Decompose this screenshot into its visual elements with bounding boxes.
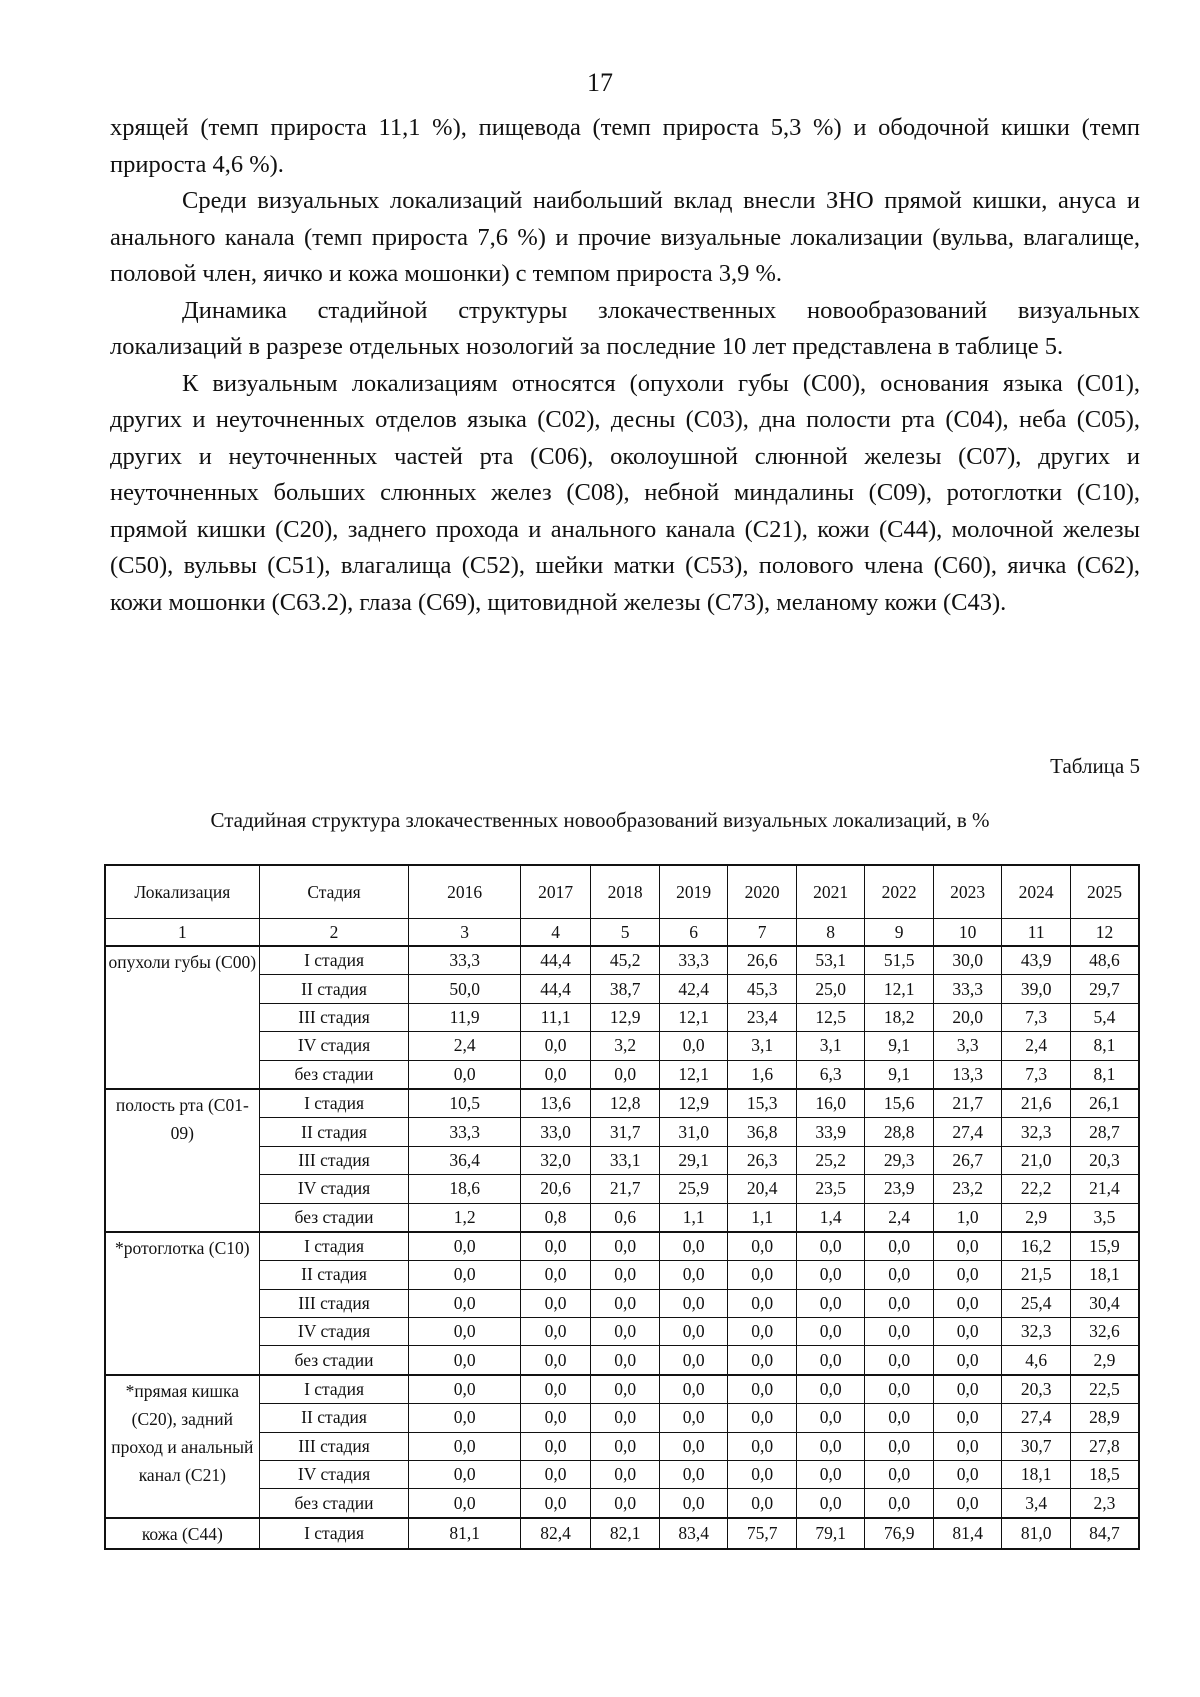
value-cell: 81,1	[409, 1518, 520, 1549]
value-cell: 1,4	[796, 1203, 865, 1232]
value-cell: 18,6	[409, 1175, 520, 1203]
value-cell: 18,2	[865, 1003, 934, 1031]
value-cell: 44,4	[520, 975, 591, 1003]
stage-cell: II стадия	[259, 975, 409, 1003]
table-row	[105, 1461, 1139, 1489]
column-header: 2017	[520, 865, 591, 919]
value-cell: 25,2	[796, 1146, 865, 1174]
value-cell: 12,8	[591, 1089, 660, 1118]
paragraph: Динамика стадийной структуры злокачественных новообразований визуальных локализаций в разрезе отдельных нозологий за последние 10 лет представлена в таблице 5.	[110, 296, 1140, 360]
column-header: 2022	[865, 865, 934, 919]
value-cell: 0,0	[659, 1432, 728, 1460]
value-cell: 33,1	[591, 1146, 660, 1174]
value-cell: 48,6	[1070, 946, 1139, 975]
value-cell: 0,0	[933, 1404, 1002, 1432]
value-cell: 0,0	[728, 1404, 797, 1432]
value-cell: 30,4	[1070, 1289, 1139, 1317]
column-header: 2025	[1070, 865, 1139, 919]
table-row	[105, 1118, 1139, 1146]
value-cell: 0,0	[520, 1346, 591, 1375]
column-header: Локализация	[105, 865, 259, 919]
stage-cell: IV стадия	[259, 1175, 409, 1203]
value-cell: 0,0	[865, 1232, 934, 1261]
value-cell: 0,0	[796, 1375, 865, 1404]
column-header: 2024	[1002, 865, 1071, 919]
value-cell: 0,0	[933, 1346, 1002, 1375]
value-cell: 79,1	[796, 1518, 865, 1549]
value-cell: 12,9	[591, 1003, 660, 1031]
stage-cell: I стадия	[259, 946, 409, 975]
location-cell: *ротоглотка (С10)	[105, 1232, 259, 1375]
stage-cell: IV стадия	[259, 1318, 409, 1346]
value-cell: 36,8	[728, 1118, 797, 1146]
value-cell: 0,0	[865, 1318, 934, 1346]
value-cell: 0,0	[728, 1432, 797, 1460]
value-cell: 23,5	[796, 1175, 865, 1203]
location-cell: кожа (С44)	[105, 1518, 259, 1549]
stage-cell: без стадии	[259, 1346, 409, 1375]
value-cell: 27,4	[1002, 1404, 1071, 1432]
value-cell: 6,3	[796, 1060, 865, 1089]
column-number: 6	[659, 919, 728, 947]
value-cell: 75,7	[728, 1518, 797, 1549]
value-cell: 0,0	[728, 1261, 797, 1289]
value-cell: 26,3	[728, 1146, 797, 1174]
column-header: 2018	[591, 865, 660, 919]
value-cell: 26,1	[1070, 1089, 1139, 1118]
stage-cell: III стадия	[259, 1003, 409, 1031]
column-number: 10	[933, 919, 1002, 947]
table-row	[105, 1261, 1139, 1289]
value-cell: 0,0	[933, 1461, 1002, 1489]
value-cell: 0,0	[865, 1289, 934, 1317]
value-cell: 0,0	[659, 1232, 728, 1261]
value-cell: 29,3	[865, 1146, 934, 1174]
table-row	[105, 946, 1139, 975]
table-row	[105, 1518, 1139, 1549]
value-cell: 28,9	[1070, 1404, 1139, 1432]
location-cell: полость рта (С01-09)	[105, 1089, 259, 1232]
column-number: 8	[796, 919, 865, 947]
value-cell: 0,0	[409, 1432, 520, 1460]
table-row	[105, 975, 1139, 1003]
value-cell: 53,1	[796, 946, 865, 975]
table-row	[105, 1432, 1139, 1460]
value-cell: 0,0	[659, 1489, 728, 1518]
value-cell: 0,0	[591, 1060, 660, 1089]
value-cell: 0,0	[659, 1461, 728, 1489]
column-header: 2020	[728, 865, 797, 919]
value-cell: 0,0	[520, 1060, 591, 1089]
value-cell: 1,1	[728, 1203, 797, 1232]
table-body	[105, 946, 1139, 1549]
column-header: 2023	[933, 865, 1002, 919]
column-header: Стадия	[259, 865, 409, 919]
value-cell: 3,4	[1002, 1489, 1071, 1518]
value-cell: 82,4	[520, 1518, 591, 1549]
value-cell: 0,0	[796, 1289, 865, 1317]
value-cell: 16,2	[1002, 1232, 1071, 1261]
table-row	[105, 1203, 1139, 1232]
table-row	[105, 1003, 1139, 1031]
value-cell: 22,2	[1002, 1175, 1071, 1203]
value-cell: 30,0	[933, 946, 1002, 975]
value-cell: 2,4	[1002, 1032, 1071, 1060]
stage-cell: III стадия	[259, 1289, 409, 1317]
value-cell: 0,0	[591, 1432, 660, 1460]
column-number: 9	[865, 919, 934, 947]
value-cell: 28,7	[1070, 1118, 1139, 1146]
value-cell: 0,0	[591, 1375, 660, 1404]
value-cell: 0,0	[659, 1032, 728, 1060]
value-cell: 3,3	[933, 1032, 1002, 1060]
stage-cell: IV стадия	[259, 1461, 409, 1489]
value-cell: 15,6	[865, 1089, 934, 1118]
stage-cell: без стадии	[259, 1203, 409, 1232]
value-cell: 0,0	[591, 1289, 660, 1317]
value-cell: 21,7	[933, 1089, 1002, 1118]
value-cell: 33,0	[520, 1118, 591, 1146]
page-number: 17	[587, 68, 613, 97]
value-cell: 0,0	[520, 1289, 591, 1317]
value-cell: 12,1	[659, 1060, 728, 1089]
value-cell: 45,3	[728, 975, 797, 1003]
value-cell: 0,0	[520, 1318, 591, 1346]
stage-cell: III стадия	[259, 1146, 409, 1174]
value-cell: 0,0	[659, 1346, 728, 1375]
value-cell: 3,2	[591, 1032, 660, 1060]
value-cell: 5,4	[1070, 1003, 1139, 1031]
body-text	[110, 110, 1140, 621]
value-cell: 0,0	[409, 1346, 520, 1375]
value-cell: 0,0	[728, 1346, 797, 1375]
column-number: 2	[259, 919, 409, 947]
value-cell: 32,3	[1002, 1318, 1071, 1346]
column-number: 7	[728, 919, 797, 947]
value-cell: 0,0	[865, 1404, 934, 1432]
value-cell: 12,5	[796, 1003, 865, 1031]
value-cell: 0,0	[520, 1461, 591, 1489]
value-cell: 20,3	[1002, 1375, 1071, 1404]
value-cell: 0,0	[409, 1060, 520, 1089]
value-cell: 11,9	[409, 1003, 520, 1031]
value-cell: 23,9	[865, 1175, 934, 1203]
value-cell: 18,1	[1002, 1461, 1071, 1489]
table-row	[105, 1318, 1139, 1346]
value-cell: 0,0	[659, 1261, 728, 1289]
value-cell: 11,1	[520, 1003, 591, 1031]
value-cell: 23,2	[933, 1175, 1002, 1203]
value-cell: 0,0	[520, 1432, 591, 1460]
value-cell: 1,6	[728, 1060, 797, 1089]
value-cell: 83,4	[659, 1518, 728, 1549]
value-cell: 0,0	[865, 1461, 934, 1489]
value-cell: 1,0	[933, 1203, 1002, 1232]
value-cell: 13,6	[520, 1089, 591, 1118]
value-cell: 28,8	[865, 1118, 934, 1146]
value-cell: 0,0	[865, 1489, 934, 1518]
value-cell: 33,9	[796, 1118, 865, 1146]
stage-cell: без стадии	[259, 1060, 409, 1089]
table-caption: Стадийная структура злокачественных новообразований визуальных локализаций, в %	[210, 808, 990, 832]
stage-cell: без стадии	[259, 1489, 409, 1518]
value-cell: 3,1	[796, 1032, 865, 1060]
value-cell: 0,0	[409, 1261, 520, 1289]
value-cell: 2,9	[1002, 1203, 1071, 1232]
stage-cell: I стадия	[259, 1232, 409, 1261]
value-cell: 27,4	[933, 1118, 1002, 1146]
value-cell: 29,1	[659, 1146, 728, 1174]
value-cell: 0,0	[865, 1346, 934, 1375]
value-cell: 9,1	[865, 1060, 934, 1089]
paragraph: хрящей (темп прироста 11,1 %), пищевода (темп прироста 5,3 %) и ободочной кишки (темп прироста 4,6 %).	[110, 114, 1140, 178]
value-cell: 0,0	[409, 1375, 520, 1404]
value-cell: 32,6	[1070, 1318, 1139, 1346]
value-cell: 30,7	[1002, 1432, 1071, 1460]
stage-cell: II стадия	[259, 1118, 409, 1146]
paragraph: Среди визуальных локализаций наибольший вклад внесли ЗНО прямой кишки, ануса и анального канала (темп прироста 7,6 %) и прочие визуальные локализации (вульва, влагалище, половой член, яичко и кожа мошонки) с темпом прироста 3,9 %.	[110, 187, 1140, 287]
value-cell: 0,0	[728, 1375, 797, 1404]
column-number: 12	[1070, 919, 1139, 947]
value-cell: 25,0	[796, 975, 865, 1003]
table-header-row	[105, 865, 1139, 919]
value-cell: 0,0	[796, 1346, 865, 1375]
value-cell: 7,3	[1002, 1003, 1071, 1031]
value-cell: 13,3	[933, 1060, 1002, 1089]
value-cell: 21,7	[591, 1175, 660, 1203]
table-row	[105, 1404, 1139, 1432]
value-cell: 76,9	[865, 1518, 934, 1549]
value-cell: 38,7	[591, 975, 660, 1003]
value-cell: 0,0	[796, 1318, 865, 1346]
table-row	[105, 1089, 1139, 1118]
value-cell: 81,4	[933, 1518, 1002, 1549]
value-cell: 0,0	[409, 1232, 520, 1261]
table-row	[105, 1175, 1139, 1203]
value-cell: 8,1	[1070, 1032, 1139, 1060]
value-cell: 0,0	[796, 1461, 865, 1489]
value-cell: 0,0	[933, 1289, 1002, 1317]
column-header: 2021	[796, 865, 865, 919]
value-cell: 12,9	[659, 1089, 728, 1118]
value-cell: 27,8	[1070, 1432, 1139, 1460]
stage-cell: I стадия	[259, 1518, 409, 1549]
value-cell: 44,4	[520, 946, 591, 975]
value-cell: 2,3	[1070, 1489, 1139, 1518]
value-cell: 0,0	[591, 1232, 660, 1261]
value-cell: 0,0	[520, 1489, 591, 1518]
column-number: 11	[1002, 919, 1071, 947]
stage-cell: I стадия	[259, 1375, 409, 1404]
value-cell: 21,0	[1002, 1146, 1071, 1174]
value-cell: 0,0	[933, 1375, 1002, 1404]
value-cell: 33,3	[659, 946, 728, 975]
value-cell: 43,9	[1002, 946, 1071, 975]
table-row	[105, 1032, 1139, 1060]
column-number: 3	[409, 919, 520, 947]
value-cell: 0,0	[728, 1489, 797, 1518]
paragraph: К визуальным локализациям относятся (опухоли губы (С00), основания языка (С01), других и неуточненных отделов языка (С02), десны (С03), дна полости рта (С04), неба (С05), других и неуточненных частей рта (С06), околоушной слюнной железы (С07), других и неуточненных больших слюнных желез (С08), небной миндалины (С09), ротоглотки (С10), прямой кишки (С20), заднего прохода и анального канала (С21), кожи (С44), молочной железы (С50), вульвы (С51), влагалища (С52), шейки матки (С53), полового члена (С60), яичка (С62), кожи мошонки (С63.2), глаза (С69), щитовидной железы (С73), меланому кожи (С43).	[110, 369, 1140, 616]
value-cell: 39,0	[1002, 975, 1071, 1003]
value-cell: 25,4	[1002, 1289, 1071, 1317]
value-cell: 0,0	[409, 1404, 520, 1432]
stage-cell: II стадия	[259, 1261, 409, 1289]
column-number: 1	[105, 919, 259, 947]
table-row	[105, 1146, 1139, 1174]
value-cell: 0,0	[659, 1375, 728, 1404]
value-cell: 0,0	[796, 1489, 865, 1518]
value-cell: 50,0	[409, 975, 520, 1003]
value-cell: 8,1	[1070, 1060, 1139, 1089]
value-cell: 42,4	[659, 975, 728, 1003]
value-cell: 22,5	[1070, 1375, 1139, 1404]
value-cell: 20,3	[1070, 1146, 1139, 1174]
table-column-numbers-row	[105, 919, 1139, 947]
column-header: 2019	[659, 865, 728, 919]
column-header: 2016	[409, 865, 520, 919]
value-cell: 0,0	[728, 1232, 797, 1261]
value-cell: 0,0	[591, 1461, 660, 1489]
value-cell: 23,4	[728, 1003, 797, 1031]
value-cell: 20,6	[520, 1175, 591, 1203]
value-cell: 0,0	[865, 1261, 934, 1289]
value-cell: 0,0	[865, 1432, 934, 1460]
value-cell: 0,0	[933, 1232, 1002, 1261]
value-cell: 0,0	[591, 1261, 660, 1289]
value-cell: 3,1	[728, 1032, 797, 1060]
value-cell: 0,0	[796, 1432, 865, 1460]
value-cell: 0,0	[520, 1032, 591, 1060]
column-number: 5	[591, 919, 660, 947]
value-cell: 0,0	[728, 1461, 797, 1489]
value-cell: 2,4	[409, 1032, 520, 1060]
value-cell: 0,0	[728, 1318, 797, 1346]
value-cell: 4,6	[1002, 1346, 1071, 1375]
value-cell: 25,9	[659, 1175, 728, 1203]
value-cell: 0,0	[409, 1489, 520, 1518]
value-cell: 2,9	[1070, 1346, 1139, 1375]
table-row	[105, 1232, 1139, 1261]
value-cell: 16,0	[796, 1089, 865, 1118]
value-cell: 0,0	[933, 1432, 1002, 1460]
value-cell: 12,1	[865, 975, 934, 1003]
value-cell: 7,3	[1002, 1060, 1071, 1089]
stage-cell: III стадия	[259, 1432, 409, 1460]
value-cell: 15,3	[728, 1089, 797, 1118]
table-row	[105, 1489, 1139, 1518]
value-cell: 0,0	[591, 1318, 660, 1346]
stage-cell: IV стадия	[259, 1032, 409, 1060]
value-cell: 26,7	[933, 1146, 1002, 1174]
value-cell: 0,0	[591, 1404, 660, 1432]
table-row	[105, 1060, 1139, 1089]
value-cell: 31,7	[591, 1118, 660, 1146]
value-cell: 18,1	[1070, 1261, 1139, 1289]
value-cell: 0,0	[659, 1404, 728, 1432]
value-cell: 36,4	[409, 1146, 520, 1174]
value-cell: 0,0	[520, 1404, 591, 1432]
value-cell: 26,6	[728, 946, 797, 975]
value-cell: 0,6	[591, 1203, 660, 1232]
stage-cell: II стадия	[259, 1404, 409, 1432]
value-cell: 0,0	[591, 1489, 660, 1518]
value-cell: 1,1	[659, 1203, 728, 1232]
value-cell: 21,6	[1002, 1089, 1071, 1118]
value-cell: 0,0	[409, 1289, 520, 1317]
value-cell: 0,0	[520, 1232, 591, 1261]
value-cell: 31,0	[659, 1118, 728, 1146]
value-cell: 0,0	[933, 1261, 1002, 1289]
value-cell: 82,1	[591, 1518, 660, 1549]
table-row	[105, 1289, 1139, 1317]
value-cell: 0,0	[520, 1375, 591, 1404]
value-cell: 0,8	[520, 1203, 591, 1232]
value-cell: 0,0	[520, 1261, 591, 1289]
value-cell: 84,7	[1070, 1518, 1139, 1549]
value-cell: 0,0	[409, 1461, 520, 1489]
value-cell: 21,5	[1002, 1261, 1071, 1289]
value-cell: 20,0	[933, 1003, 1002, 1031]
table-row	[105, 1346, 1139, 1375]
value-cell: 2,4	[865, 1203, 934, 1232]
value-cell: 0,0	[659, 1289, 728, 1317]
value-cell: 0,0	[728, 1289, 797, 1317]
value-cell: 21,4	[1070, 1175, 1139, 1203]
value-cell: 1,2	[409, 1203, 520, 1232]
value-cell: 18,5	[1070, 1461, 1139, 1489]
value-cell: 12,1	[659, 1003, 728, 1031]
value-cell: 9,1	[865, 1032, 934, 1060]
value-cell: 81,0	[1002, 1518, 1071, 1549]
value-cell: 33,3	[933, 975, 1002, 1003]
value-cell: 33,3	[409, 946, 520, 975]
value-cell: 20,4	[728, 1175, 797, 1203]
stage-cell: I стадия	[259, 1089, 409, 1118]
table-row	[105, 1375, 1139, 1404]
value-cell: 29,7	[1070, 975, 1139, 1003]
value-cell: 51,5	[865, 946, 934, 975]
value-cell: 10,5	[409, 1089, 520, 1118]
location-cell: опухоли губы (С00)	[105, 946, 259, 1089]
value-cell: 0,0	[796, 1404, 865, 1432]
value-cell: 0,0	[796, 1232, 865, 1261]
location-cell: *прямая кишка (С20), задний проход и анальный канал (С21)	[105, 1375, 259, 1518]
value-cell: 32,0	[520, 1146, 591, 1174]
column-number: 4	[520, 919, 591, 947]
value-cell: 0,0	[796, 1261, 865, 1289]
stage-structure-table	[104, 864, 1140, 1550]
value-cell: 15,9	[1070, 1232, 1139, 1261]
value-cell: 0,0	[591, 1346, 660, 1375]
value-cell: 0,0	[933, 1318, 1002, 1346]
table-label: Таблица 5	[1050, 754, 1140, 778]
value-cell: 3,5	[1070, 1203, 1139, 1232]
value-cell: 45,2	[591, 946, 660, 975]
value-cell: 0,0	[409, 1318, 520, 1346]
value-cell: 0,0	[865, 1375, 934, 1404]
value-cell: 32,3	[1002, 1118, 1071, 1146]
value-cell: 33,3	[409, 1118, 520, 1146]
value-cell: 0,0	[933, 1489, 1002, 1518]
value-cell: 0,0	[659, 1318, 728, 1346]
